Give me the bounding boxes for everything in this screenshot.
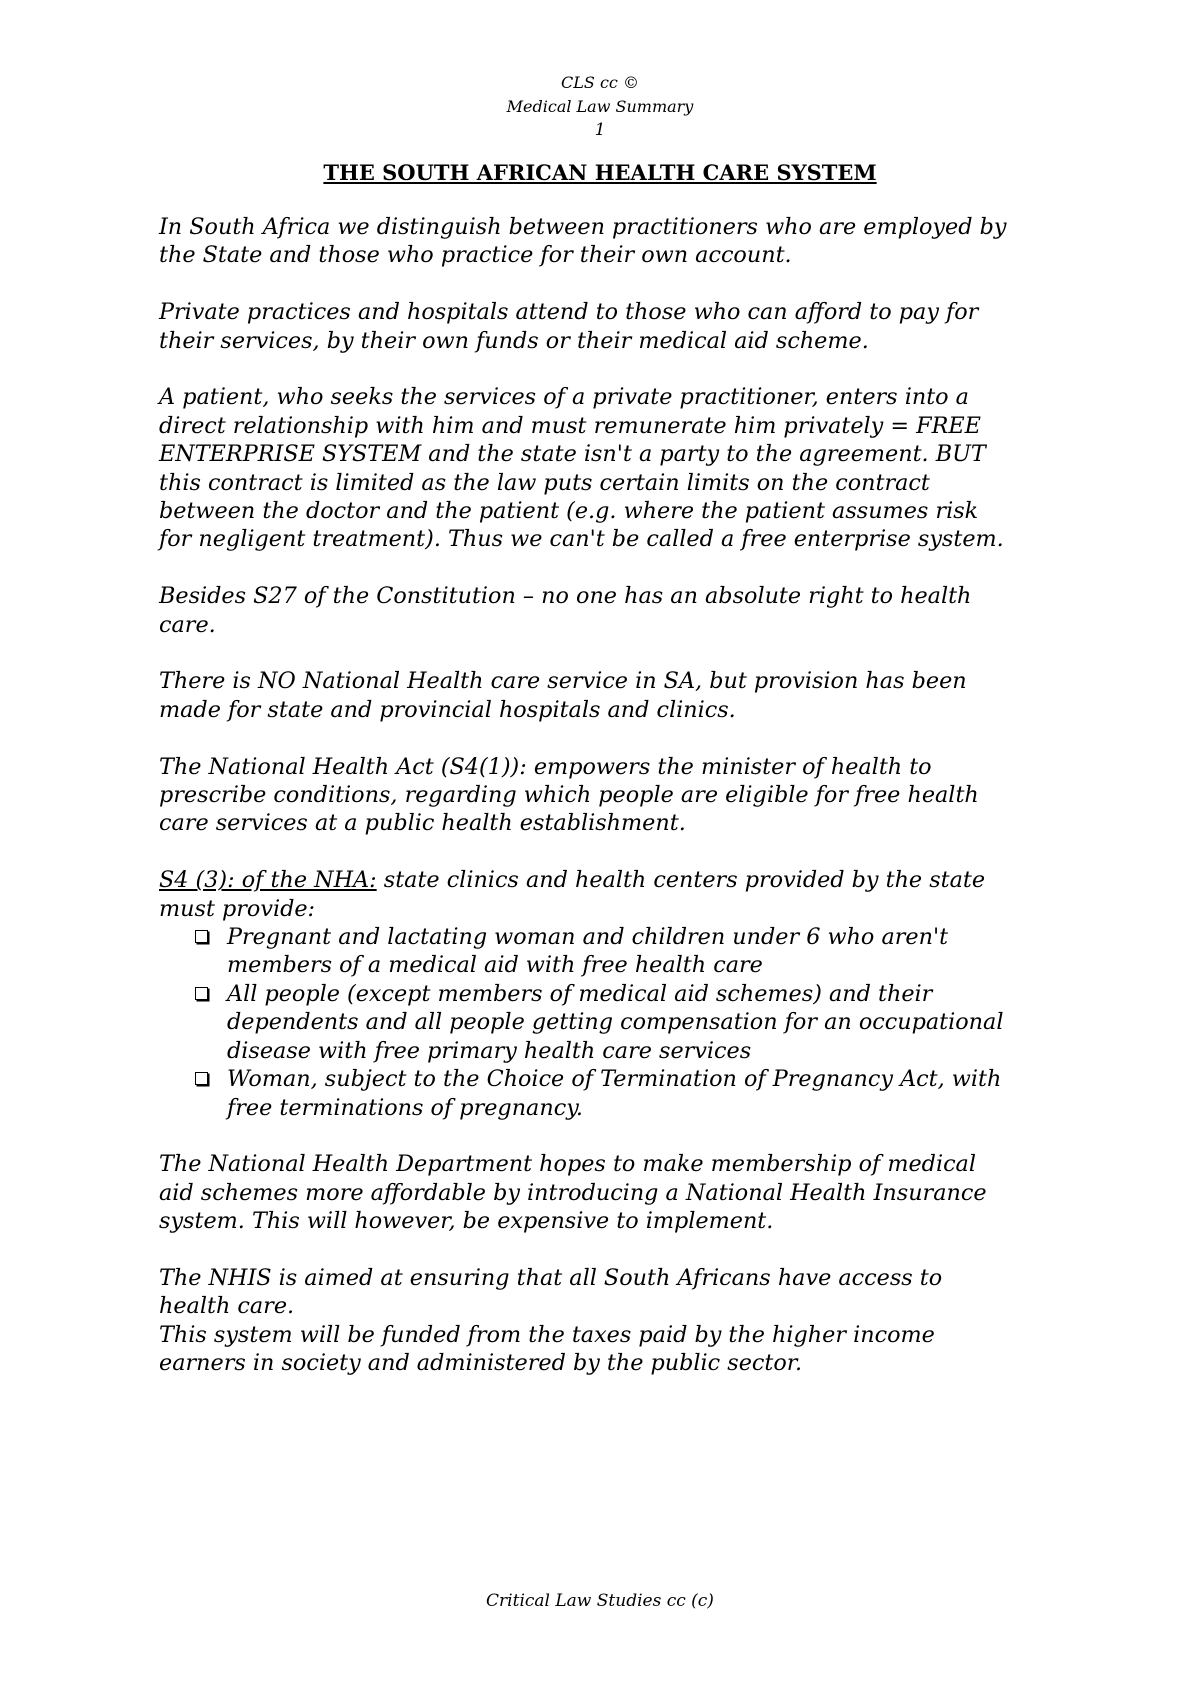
list-item [159,1065,1009,1122]
page-footer: Critical Law Studies cc (c) [486,1591,714,1611]
paragraph-nhis-aim: The NHIS is aimed at ensuring that all South Africans have access to health care. [159,1264,943,1320]
paragraph-national-health-act: The National Health Act (S4(1)): empowers the minister of health to prescribe conditions, regarding which people are eligible for free health care services at a public health establishment. [159,753,979,837]
paragraph-s4-3 [159,866,1009,923]
header-company: CLS cc © [561,73,639,92]
checkbox-bullet-icon [195,1072,208,1085]
checkbox-bullet-icon [195,987,208,1000]
paragraph-private-practices: Private practices and hospitals attend to those who can afford to pay for their services, by their own funds or their medical aid scheme. [159,299,979,354]
page-title: THE SOUTH AFRICAN HEALTH CARE SYSTEM [323,160,877,185]
paragraph-nhi: The National Health Department hopes to make membership of medical aid schemes more affordable by introducing a National Health Insurance system. This will however, be expensive to implement. [159,1151,987,1235]
list-item [159,980,1009,1065]
document-body [159,213,1009,1406]
checkbox-bullet-icon [195,930,208,943]
list-item-text: Pregnant and lactating woman and children under 6 who aren't members of a medical aid with free health care [227,924,949,979]
paragraph-constitution: Besides S27 of the Constitution – no one has an absolute right to health care. [159,583,972,638]
list-item [159,923,1009,980]
paragraph-practitioners: In South Africa we distinguish between practitioners who are employed by the State and those who practice for their own account. [159,214,1007,269]
provision-list [159,923,1009,1122]
page-number: 1 [594,120,606,140]
list-item-text: Woman, subject to the Choice of Termination of Pregnancy Act, with free terminations of pregnancy. [227,1066,1002,1121]
paragraph-national-health-service: There is NO National Health care service in SA, but provision has been made for state and provincial hospitals and clinics. [159,668,967,723]
paragraph-free-enterprise: A patient, who seeks the services of a private practitioner, enters into a direct relationship with him and must remunerate him privately = FREE ENTERPRISE SYSTEM and the state isn't a party to the agreement. BUT this contract is limited as the law puts certain limits on the contract between the doctor and the patient (e.g. where the patient assumes risk for negligent treatment). Thus we can't be called a free enterprise system. [159,384,1004,553]
paragraph-nhis-funding: This system will be funded from the taxes paid by the higher income earners in society and administered by the public sector. [159,1321,935,1377]
section-reference: S4 (3): of the NHA: [159,867,377,894]
header-subtitle: Medical Law Summary [506,97,694,116]
section-text: state clinics and health centers provided by the state must provide: [159,867,986,922]
list-item-text: All people (except members of medical aid schemes) and their dependents and all people getting compensation for an occupational disease with free primary health care services [227,980,1004,1064]
